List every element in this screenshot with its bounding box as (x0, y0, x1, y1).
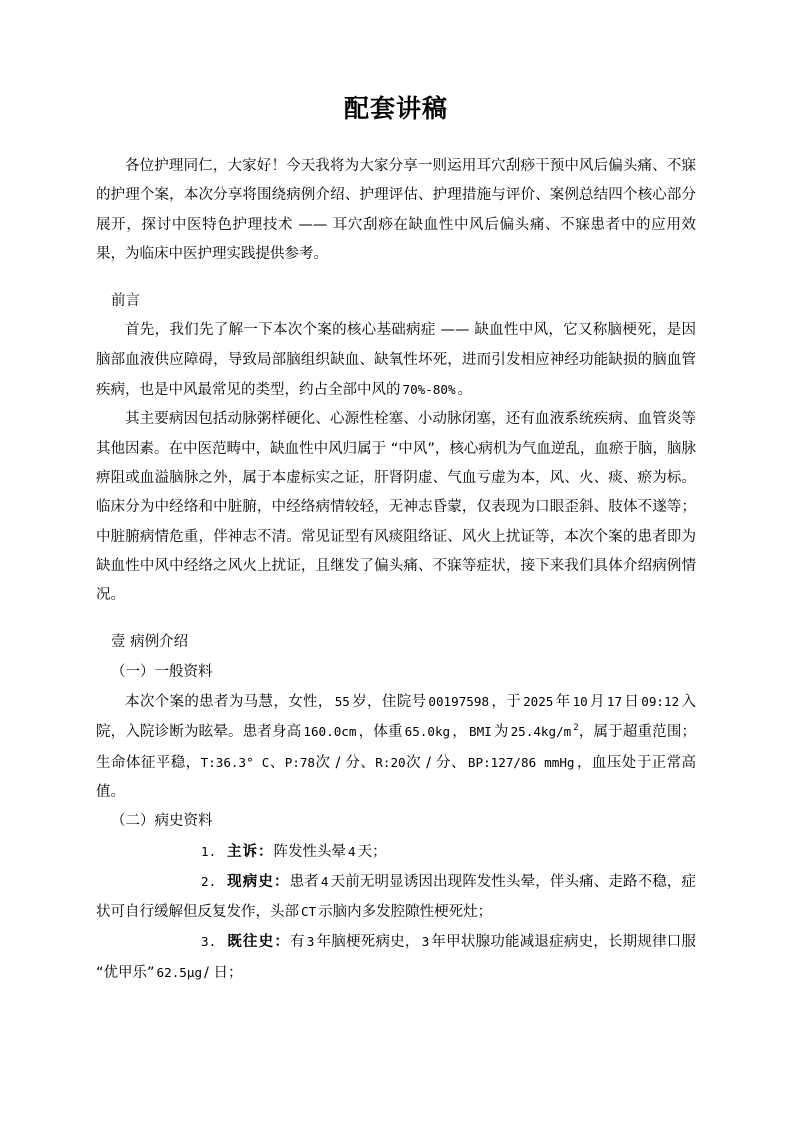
list-item-text-b: 天； (357, 843, 387, 860)
gi-t7: 入院，入院诊断为眩晕。患者身高 (96, 694, 697, 741)
vital-respiration: R:20 (375, 754, 406, 770)
gi-t8: ，体重 (358, 724, 403, 741)
patient-weight: 65.0kg (404, 724, 451, 740)
page-title: 配套讲稿 (343, 94, 448, 123)
list-item (96, 837, 696, 867)
admission-day: 17 (606, 694, 623, 710)
list-item-text-c: 年甲状腺功能减退症病史，长期规律口服 “优甲乐” (96, 934, 697, 981)
heading-section-one (96, 628, 696, 657)
admission-time: 09:12 (641, 694, 680, 710)
list-item-text-b: 天前无明显诱因出现阵发性头晕，伴头痛、走路不稳，症状可自行缓解但反复发作，头部 (96, 873, 697, 921)
imaging-modality: CT (301, 904, 317, 920)
document-body (96, 0, 696, 988)
list-item-text-a: 患者 (289, 873, 319, 890)
list-item-number: 1. (201, 843, 217, 859)
vital-pulse: P:78 (284, 754, 316, 770)
list-item-text-b: 年脑梗死病史， (316, 934, 420, 951)
preface-text-b: 。 (457, 382, 473, 399)
present-illness-days: 4 (320, 873, 329, 889)
vital-temperature: T:36.3 (200, 754, 247, 770)
gi-t4: 年 (555, 694, 571, 711)
admission-number: 00197598 (428, 694, 490, 710)
gi-t6: 日 (624, 694, 640, 711)
list-item-text-a: 有 (290, 934, 305, 951)
heading-general-info (96, 658, 696, 687)
preface-heading-text: 前言 (111, 293, 140, 310)
bmi-value: 25.4kg/m (510, 724, 572, 740)
gi-t12: 、 (269, 754, 285, 771)
admission-month: 10 (572, 694, 588, 710)
list-item-text-c: 示脑内多发腔隙性梗死灶； (318, 904, 493, 921)
chief-complaint-days: 4 (348, 843, 356, 859)
stroke-percentage: 70%-80% (402, 382, 456, 398)
paragraph-general-info (96, 687, 696, 807)
gi-t10: 为 (493, 724, 509, 741)
medication-dose: 62.5μg (156, 964, 203, 980)
bmi-label: BMI (468, 724, 492, 740)
history-heading-text: （二）病史资料 (111, 813, 213, 830)
preface-text-a: 首先，我们先了解一下本次个案的核心基础病症 —— 缺血性中风，它又称脑梗死，是因脑部血液供应障碍，导致局部脑组织缺血、缺氧性坏死，进而引发相应神经功能缺损的脑血管疾病，也是中风最常见的类型，约占全部中风的 (96, 322, 696, 399)
gi-t2: 岁，住院号 (351, 694, 427, 711)
hypothyroidism-history-years: 3 (421, 934, 430, 950)
paragraph-intro (96, 152, 696, 269)
paragraph-preface-2 (96, 405, 696, 610)
admission-year: 2025 (523, 694, 554, 710)
heading-history-info (96, 807, 696, 836)
heading-preface (96, 287, 696, 316)
gi-t9: ， (452, 724, 467, 741)
gi-t14: 次 / 分、 (405, 754, 466, 771)
bmi-unit-exponent: 2 (573, 723, 579, 734)
list-item-number: 3. (201, 934, 217, 950)
gi-t11: ，属于超重范围；生命体征平稳， (96, 724, 697, 771)
infarction-history-years: 3 (306, 934, 315, 950)
preface-text-2: 其主要病因包括动脉粥样硬化、心源性栓塞、小动脉闭塞，还有血液系统疾病、血管炎等其他因素。在中医范畴中，缺血性中风归属于 “中风”，核心病机为气血逆乱，血瘀于脑，脑脉痹阻或血溢脑脉之外，属于本虚标实之证，肝肾阴虚、气血亏虚为本，风、火、痰、瘀为标。临床分为中经络和中脏腑，中经络病情较轻，无神志昏蒙，仅表现为口眼歪斜、肢体不遂等；中脏腑病情危重，伴神志不清。常见证型有风痰阻络证、风火上扰证等，本次个案的患者即为缺血性中风中经络之风火上扰证，且继发了偏头痛、不寐等症状，接下来我们具体介绍病例情况。 (96, 411, 696, 604)
section-one-heading-text: 壹 病例介绍 (111, 634, 189, 651)
list-item (96, 867, 696, 928)
temperature-unit: ° C (246, 754, 270, 770)
vital-blood-pressure: BP:127/86 mmHg (467, 754, 575, 770)
history-list (96, 837, 696, 988)
gi-t5: 月 (589, 694, 605, 711)
list-item-text-a: 阵发性头晕 (273, 843, 346, 860)
list-item-number: 2. (201, 873, 217, 889)
paragraph-preface-1 (96, 316, 696, 405)
list-item-text-d: / 日； (204, 964, 243, 981)
gi-t13: 次 / 分、 (315, 754, 376, 771)
patient-age: 55 (334, 694, 350, 710)
intro-text: 各位护理同仁，大家好！今天我将为大家分享一则运用耳穴刮痧干预中风后偏头痛、不寐的护理个案，本次分享将围绕病例介绍、护理评估、护理措施与评价、案例总结四个核心部分展开，探讨中医特色护理技术 —— 耳穴刮痧在缺血性中风后偏头痛、不寐患者中的应用效果，为临床中医护理实践提供参考。 (96, 158, 696, 262)
gi-t15: ，血压处于正常高值。 (96, 754, 697, 800)
list-item-term: 现病史： (227, 873, 290, 890)
gi-t1: 本次个案的患者为马慧，女性， (125, 694, 333, 711)
list-item (96, 927, 696, 988)
list-item-term: 主诉： (227, 843, 274, 860)
list-item-term: 既往史： (227, 934, 291, 951)
patient-height: 160.0cm (303, 724, 357, 740)
gi-t3: ，于 (491, 694, 522, 711)
general-info-heading-text: （一）一般资料 (111, 663, 213, 680)
